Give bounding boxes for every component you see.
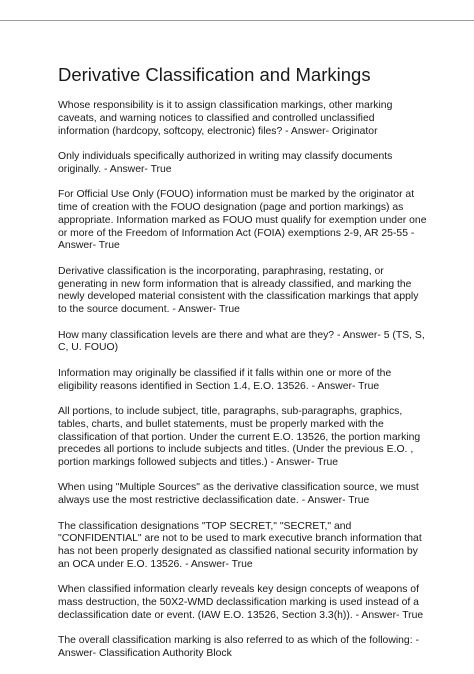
qa-paragraph: Derivative classification is the incorporating, paraphrasing, restating, or generating in new form information that is already classified, and marking the newly developed material consistent with the classification markings that apply to the source document. - Answer- True — [58, 265, 419, 316]
qa-paragraph: Information may originally be classified if it falls within one or more of the eligibility reasons identified in Section 1.4, E.O. 13526. - Answer- True — [58, 367, 392, 392]
qa-paragraph: The overall classification marking is also referred to as which of the following: - Answer- Classification Authority Block — [58, 635, 419, 660]
header-divider — [0, 20, 474, 21]
qa-paragraph: When classified information clearly reveals key design concepts of weapons of mass destruction, the 50X2-WMD declassification marking is used instead of a declassification date or event. (IAW E.O. 13526, Section 3.3(h)). - Answer- True — [58, 584, 424, 622]
qa-paragraph: How many classification levels are there and what are they? - Answer- 5 (TS, S, C, U. FOUO) — [58, 329, 425, 354]
document-page — [58, 64, 428, 674]
document-title: Derivative Classification and Markings — [58, 64, 371, 85]
qa-paragraph: The classification designations "TOP SECRET," "SECRET," and "CONFIDENTIAL" are not to be used to mark executive branch information that has not been properly designated as classified national security information by an OCA under E.O. 13526. - Answer- True — [58, 520, 422, 571]
qa-paragraph: For Official Use Only (FOUO) information must be marked by the originator at time of creation with the FOUO designation (page and portion markings) as appropriate. Information marked as FOUO must qualify for exemption under one or more of the Freedom of Information Act (FOIA) exemptions 2-9, AR 25-55 - Answer- True — [58, 189, 427, 252]
qa-paragraph: When using "Multiple Sources" as the derivative classification source, we must always use the most restrictive declassification date. - Answer- True — [58, 482, 419, 507]
qa-paragraph: All portions, to include subject, title, paragraphs, sub-paragraphs, graphics, tables, charts, and bullet statements, must be properly marked with the classification of that portion. Under the current E.O. 13526, the portion marking precedes all portions to include subjects and titles. (Under the previous E.O. , portion markings followed subjects and titles.) - Answer- True — [58, 405, 421, 469]
qa-paragraph: Only individuals specifically authorized in writing may classify documents originally. - Answer- True — [58, 150, 393, 175]
qa-paragraph: Whose responsibility is it to assign classification markings, other marking caveats, and warning notices to classified and controlled unclassified information (hardcopy, softcopy, electronic) files? - Answer- Originator — [58, 100, 393, 137]
